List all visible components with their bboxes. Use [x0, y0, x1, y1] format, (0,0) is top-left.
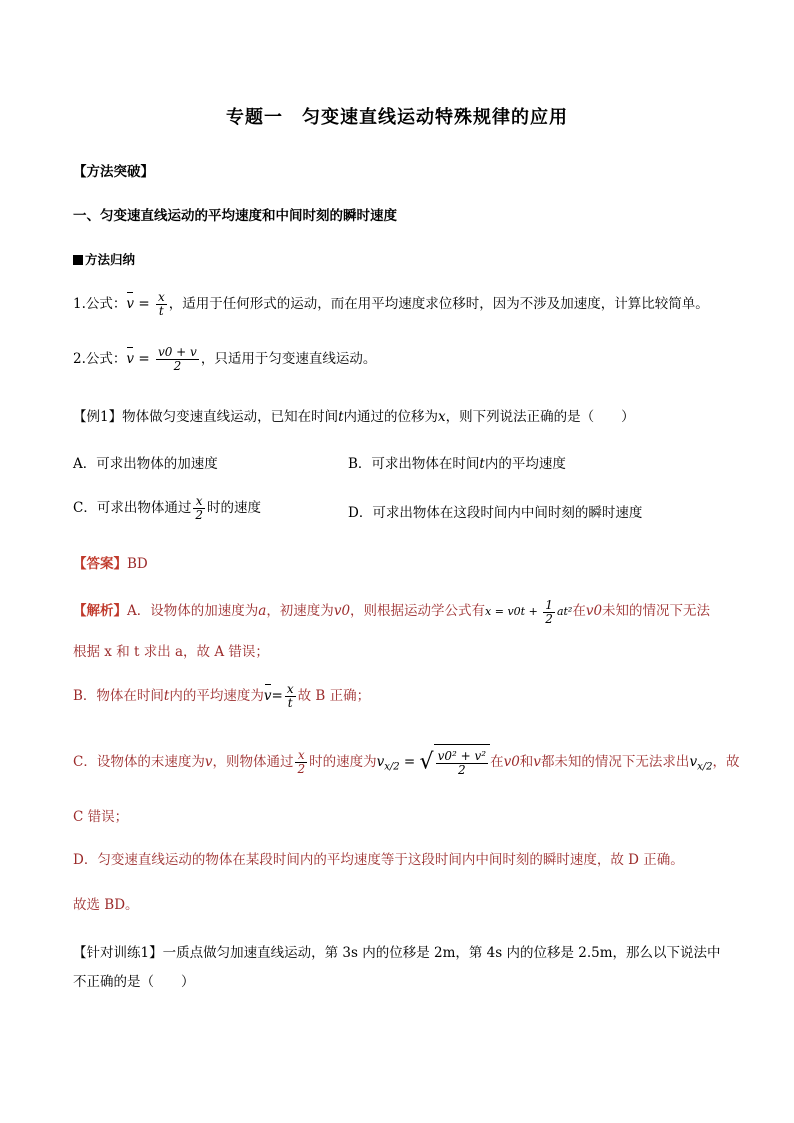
variable-a: a [258, 603, 267, 619]
example-tag: 【例1】 [73, 409, 123, 425]
kinematics-formula [485, 597, 573, 626]
option-b-text: 内的平均速度 [484, 456, 566, 472]
fraction-x-over-2 [193, 495, 205, 521]
radicand [434, 744, 491, 781]
analysis-text: 都未知的情况下无法求出 [540, 754, 690, 770]
option-b [348, 452, 566, 472]
equals-sign: = [399, 754, 420, 770]
formula-two-line [73, 345, 376, 373]
formula-one-text: ，适用于任何形式的运动，而在用平均速度求位移时，因为不涉及加速度，计算比较简单。 [168, 296, 709, 312]
fraction-one-half [543, 599, 555, 625]
midpoint-velocity-symbol: $v_{x/2}$ [376, 754, 400, 773]
analysis-text: ，则物体通过 [212, 754, 294, 770]
page-title: 专题一 匀变速直线运动特殊规律的应用 [226, 107, 568, 128]
analysis-c-line2: C 错误； [73, 809, 129, 825]
equals-sign: = [134, 351, 154, 367]
training-one-line1 [73, 941, 721, 961]
fraction-x-over-t [285, 683, 296, 709]
root-fraction [436, 750, 489, 776]
answer-value: BD [127, 556, 148, 572]
fraction-numerator: x [157, 290, 165, 305]
method-summary-heading [73, 250, 135, 268]
fraction-numerator: v0² + v² [437, 748, 487, 763]
analysis-text: 时的速度为 [309, 754, 377, 770]
variable-v: v [204, 754, 213, 770]
question-text: 内通过的位移为 [343, 409, 439, 425]
analysis-a-line2: 根据 x 和 t 求出 a，故 A 错误； [73, 644, 269, 660]
fraction-x-over-t [156, 291, 167, 317]
formula-part: x = v0t + [485, 605, 542, 618]
analysis-text: 未知的情况下无法 [602, 603, 711, 619]
analysis-text: C．设物体的末速度为 [73, 754, 205, 770]
fraction-numerator: v0 + v [157, 345, 197, 360]
training-text: 一质点做匀加速直线运动，第 3s 内的位移是 2m，第 4s 内的位移是 2.5m，那么以下说法中 [162, 945, 721, 961]
fraction-numerator: x [193, 495, 205, 509]
variable-v0: v0 [585, 603, 603, 619]
analysis-c-line1 [73, 744, 739, 786]
option-a: A．可求出物体的加速度 [73, 456, 218, 472]
subscript: x/2 [384, 761, 400, 773]
analysis-text: B．物体在时间 [73, 688, 164, 704]
variable-v: v [533, 754, 541, 770]
analysis-a-line1 [73, 597, 710, 626]
fraction-v0-plus-v-over-2 [156, 346, 199, 372]
question-text: 物体做匀变速直线运动，已知在时间 [122, 409, 339, 425]
analysis-text: 和 [519, 754, 534, 770]
midpoint-velocity-symbol: $v_{x/2}$ [689, 754, 713, 773]
radical-sign-icon: √ [419, 749, 434, 775]
variable-v0: v0 [503, 754, 520, 770]
variable-t: t [163, 688, 170, 704]
fraction-denominator: 2 [458, 762, 466, 777]
fraction-denominator: 2 [297, 762, 306, 776]
analysis-d-line: D．匀变速直线运动的物体在某段时间内的平均速度等于这段时间内中间时刻的瞬时速度，故 D 正确。 [73, 852, 684, 868]
variable-x: x [438, 409, 446, 425]
formula-two-text: ，只适用于匀变速直线运动。 [200, 351, 377, 367]
equals-sign: = [134, 296, 154, 312]
option-c [73, 494, 261, 522]
formula-two-prefix: 2.公式： [73, 351, 127, 367]
analysis-text: ，故 [712, 754, 740, 770]
fraction-numerator: x [295, 749, 307, 763]
subscript: x/2 [697, 761, 713, 773]
fraction-denominator: t [287, 696, 293, 710]
training-one-line2: 不正确的是（ ） [73, 974, 195, 990]
analysis-text: 在 [572, 603, 586, 619]
analysis-tag: 【解析】 [73, 603, 127, 619]
average-velocity-symbol: v [264, 682, 272, 710]
option-b-text: B．可求出物体在时间 [348, 456, 480, 472]
analysis-text: 故 B 正确； [297, 688, 371, 704]
square-bullet-icon [73, 255, 83, 265]
variable-t: t [479, 456, 485, 472]
fraction-x-over-2 [295, 749, 307, 775]
training-tag: 【针对训练1】 [73, 945, 163, 961]
formula-one-line [73, 290, 709, 318]
fraction-denominator: t [158, 304, 164, 318]
analysis-b-line [73, 682, 370, 710]
analysis-text: 在 [490, 754, 504, 770]
question-text: ，则下列说法正确的是（ ） [445, 409, 635, 425]
variable-v0: v0 [333, 603, 351, 619]
variable-t: t [338, 409, 344, 425]
answer-tag: 【答案】 [73, 556, 127, 572]
option-d: D．可求出物体在这段时间内中间时刻的瞬时速度 [348, 505, 643, 521]
analysis-text: A．设物体的加速度为 [127, 603, 259, 619]
fraction-denominator: 2 [195, 508, 203, 522]
option-c-text: 时的速度 [206, 500, 261, 516]
fraction-numerator: x [286, 682, 294, 697]
heading-one: 一、匀变速直线运动的平均速度和中间时刻的瞬时速度 [73, 208, 397, 224]
analysis-text: ，则根据运动学公式有 [350, 603, 486, 619]
answer-line [73, 552, 148, 572]
example-one-question [73, 405, 635, 425]
analysis-conclusion: 故选 BD。 [73, 897, 139, 913]
fraction-denominator: 2 [173, 359, 182, 373]
formula-one-prefix: 1.公式： [73, 296, 127, 312]
method-label: 方法归纳 [85, 252, 136, 267]
square-root-expression [420, 744, 491, 781]
section-label: 【方法突破】 [73, 164, 154, 180]
option-c-text: C．可求出物体通过 [73, 500, 192, 516]
analysis-text: 内的平均速度为 [169, 688, 264, 704]
fraction-numerator: 1 [545, 597, 553, 612]
analysis-text: ，初速度为 [266, 603, 334, 619]
average-velocity-symbol: v [126, 345, 134, 373]
average-velocity-symbol: v [126, 290, 134, 318]
equals-sign: = [271, 688, 283, 704]
formula-part: at² [556, 605, 573, 618]
fraction-denominator: 2 [545, 611, 553, 626]
